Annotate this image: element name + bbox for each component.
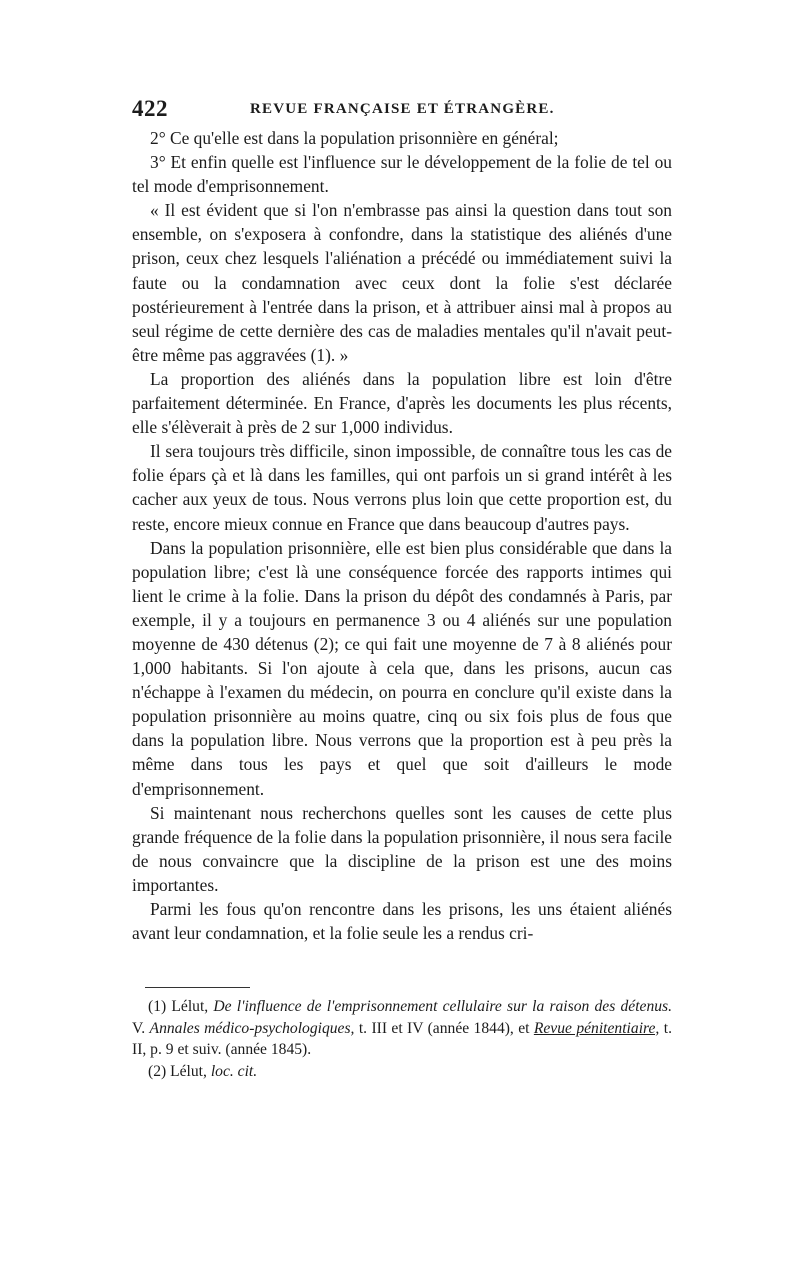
paragraph: Il sera toujours très difficile, sinon impossible, de connaître tous les cas de folie épars çà et là dans les familles, qui ont parfois un si grand intérêt à les cacher aux yeux de tous. Nous verrons plus loin que cette proportion est, du reste, encore mieux connue en France que dans beaucoup d'autres pays. <box>132 441 672 534</box>
paragraph: 2° Ce qu'elle est dans la population prisonnière en général; <box>150 128 559 148</box>
paragraph: 3° Et enfin quelle est l'influence sur le développement de la folie de tel ou tel mode d'emprisonnement. <box>132 152 672 197</box>
running-head: REVUE FRANÇAISE ET ÉTRANGÈRE. <box>250 101 555 117</box>
page-number: 422 <box>132 96 168 121</box>
paragraph: « Il est évident que si l'on n'embrasse pas ainsi la question dans tout son ensemble, on s'exposera à confondre, dans la statistique des aliénés d'une prison, ceux chez lesquels l'aliénation a précédé ou immédiatement suivi la faute ou la condamnation avec ceux dont la folie s'est déclarée postérieurement à l'entrée dans la prison, et à attribuer ainsi mal à propos au seul régime de cette dernière des cas de maladies mentales qu'il n'avait peut-être même pas aggravées (1). » <box>132 200 672 365</box>
paragraph: Parmi les fous qu'on rencontre dans les prisons, les uns étaient aliénés avant leur condamnation, et la folie seule les a rendus cri- <box>132 899 672 944</box>
footnotes <box>132 996 672 1082</box>
footnote-title: De l'influence de l'emprisonnement cellulaire sur la raison des détenus. <box>213 998 673 1015</box>
footnote-review: Revue pénitentiaire, <box>533 1019 660 1037</box>
body-text <box>132 126 672 945</box>
footnote-mark: (1) <box>148 998 167 1015</box>
footnote-mark: (2) <box>148 1062 167 1080</box>
footnote-divider <box>145 987 250 988</box>
footnote-text: t. II, p. 9 et suiv. (année 1845). <box>132 1019 672 1058</box>
paragraph: Si maintenant nous recherchons quelles sont les causes de cette plus grande fréquence de la folie dans la population prisonnière, il nous sera facile de nous convaincre que la discipline de la prison est une des moins importantes. <box>132 802 672 895</box>
footnote-journal: Annales médico-psychologiques, <box>149 1019 355 1037</box>
footnote-text: V. <box>132 1019 146 1037</box>
footnote-2 <box>132 1061 672 1083</box>
footnote-author: Lélut, <box>170 1062 207 1080</box>
footnote-text: t. III et IV (année 1844), et <box>358 1019 530 1037</box>
footnote-ref: loc. cit. <box>210 1062 258 1080</box>
footnote-1 <box>132 996 672 1061</box>
page-header <box>132 96 672 122</box>
footnote-author: Lélut, <box>171 998 209 1015</box>
paragraph: La proportion des aliénés dans la population libre est loin d'être parfaitement déterminée. En France, d'après les documents les plus récents, elle s'élèverait à près de 2 sur 1,000 individus. <box>132 368 672 438</box>
paragraph: Dans la population prisonnière, elle est bien plus considérable que dans la population libre; c'est là une conséquence forcée des rapports intimes qui lient le crime à la folie. Dans la prison du dépôt des condamnés à Paris, par exemple, il y a toujours en permanence 3 ou 4 aliénés sur une population moyenne de 430 détenus (2); ce qui fait une moyenne de 7 à 8 aliénés pour 1,000 habitants. Si l'on ajoute à cela que, dans les prisons, aucun cas n'échappe à l'examen du médecin, on pourra en conclure qu'il existe dans la population prisonnière au moins quatre, cinq ou six fois plus de fous que dans la population libre. Nous verrons que la proportion est à peu près la même dans tous les pays et quel que soit d'ailleurs le mode d'emprisonnement. <box>132 537 672 799</box>
